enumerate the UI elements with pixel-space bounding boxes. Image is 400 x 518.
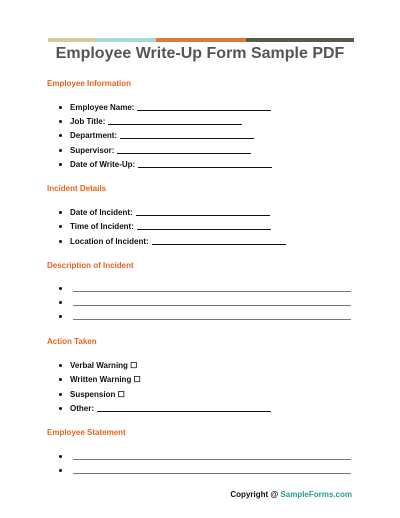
field-label: Job Title: <box>70 117 106 126</box>
bar-segment-2 <box>96 38 156 42</box>
bullet-dot <box>59 407 62 410</box>
footer-copyright <box>230 490 352 499</box>
section-heading-employee-information: Employee Information <box>47 79 132 88</box>
field-time-of-incident <box>59 221 271 231</box>
copyright-text: Copyright @ <box>230 490 281 499</box>
bullet-dot <box>59 315 62 318</box>
field-label: Date of Write-Up: <box>70 160 136 169</box>
date-of-incident-blank[interactable] <box>136 214 270 216</box>
description-blank-3[interactable] <box>73 318 351 320</box>
field-label: Supervisor: <box>70 146 115 155</box>
field-other <box>59 403 271 413</box>
bullet-dot <box>59 240 62 243</box>
field-location-of-incident <box>59 236 286 246</box>
option-label: Verbal Warning ☐ <box>70 361 138 370</box>
option-label: Suspension ☐ <box>70 390 125 399</box>
employee-name-blank[interactable] <box>137 109 271 111</box>
bar-segment-1 <box>48 38 96 42</box>
field-date-of-write-up <box>59 159 272 169</box>
description-blank-2[interactable] <box>73 304 351 306</box>
description-line-1 <box>59 283 351 293</box>
section-heading-incident-details: Incident Details <box>47 184 107 193</box>
bullet-dot <box>59 163 62 166</box>
field-label: Employee Name: <box>70 103 135 112</box>
bar-segment-3 <box>156 38 246 42</box>
section-heading-employee-statement: Employee Statement <box>47 428 126 437</box>
field-employee-name <box>59 102 271 112</box>
job-title-blank[interactable] <box>108 123 242 125</box>
bullet-dot <box>59 393 62 396</box>
section-heading-action-taken: Action Taken <box>47 337 97 346</box>
field-department <box>59 130 254 140</box>
option-written-warning[interactable] <box>59 374 141 384</box>
description-line-2 <box>59 297 351 307</box>
statement-line-2 <box>59 465 351 475</box>
supervisor-blank[interactable] <box>117 152 251 154</box>
other-blank[interactable] <box>97 410 271 412</box>
description-line-3 <box>59 311 351 321</box>
location-of-incident-blank[interactable] <box>152 243 286 245</box>
field-label: Time of Incident: <box>70 222 134 231</box>
bullet-dot <box>59 149 62 152</box>
top-color-bar <box>48 38 354 42</box>
field-label: Date of Incident: <box>70 208 133 217</box>
date-of-write-up-blank[interactable] <box>138 166 272 168</box>
bullet-dot <box>59 364 62 367</box>
option-suspension[interactable] <box>59 389 125 399</box>
page-title: Employee Write-Up Form Sample PDF <box>55 45 345 62</box>
statement-line-1 <box>59 451 351 461</box>
department-blank[interactable] <box>120 137 254 139</box>
field-label: Location of Incident: <box>70 237 149 246</box>
option-label: Written Warning ☐ <box>70 375 141 384</box>
bullet-dot <box>59 378 62 381</box>
bullet-dot <box>59 211 62 214</box>
section-heading-description-of-incident: Description of Incident <box>47 261 134 270</box>
bullet-dot <box>59 106 62 109</box>
time-of-incident-blank[interactable] <box>137 228 271 230</box>
statement-blank-1[interactable] <box>73 458 351 460</box>
bullet-dot <box>59 301 62 304</box>
bullet-dot <box>59 287 62 290</box>
description-blank-1[interactable] <box>73 290 351 292</box>
bar-segment-4 <box>246 38 354 42</box>
bullet-dot <box>59 225 62 228</box>
brand-link[interactable]: SampleForms.com <box>280 490 352 499</box>
option-verbal-warning[interactable] <box>59 360 137 370</box>
field-date-of-incident <box>59 207 270 217</box>
field-supervisor <box>59 145 251 155</box>
field-label: Other: <box>70 404 94 413</box>
field-label: Department: <box>70 131 118 140</box>
bullet-dot <box>59 455 62 458</box>
field-job-title <box>59 116 242 126</box>
statement-blank-2[interactable] <box>73 472 351 474</box>
bullet-dot <box>59 469 62 472</box>
bullet-dot <box>59 120 62 123</box>
bullet-dot <box>59 134 62 137</box>
